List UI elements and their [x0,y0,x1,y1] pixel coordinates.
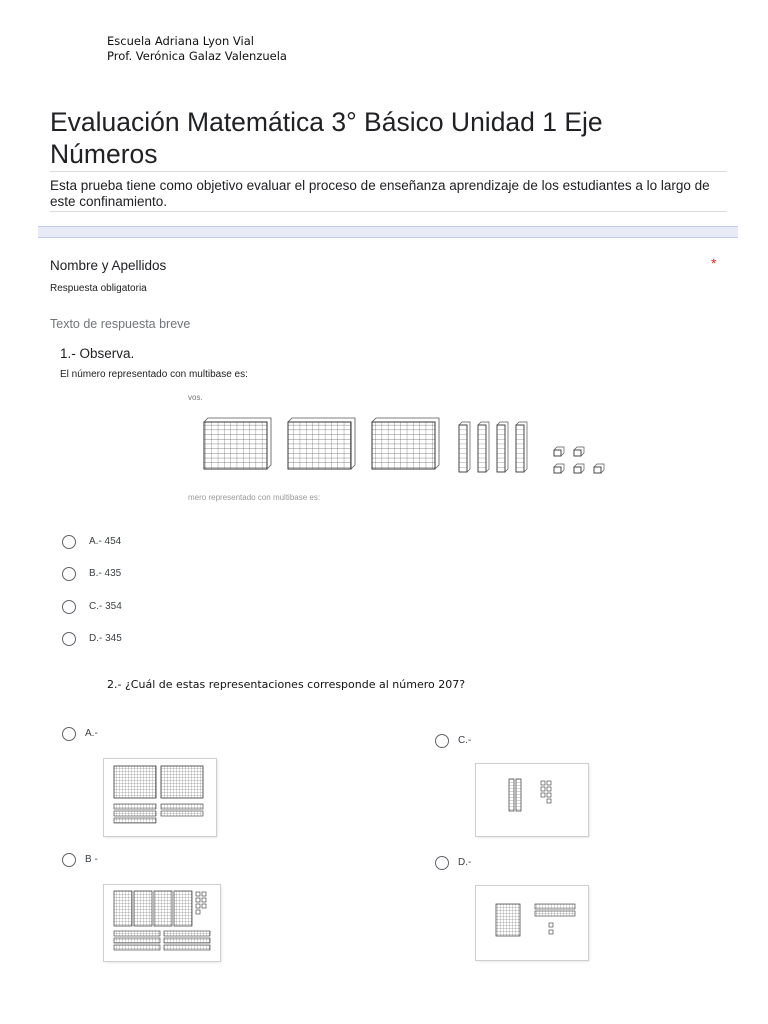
hundreds-block [204,418,271,469]
ones-cube [554,447,564,456]
option-a-label: A.- 454 [89,536,122,547]
q2-option-d-label: D.- [458,857,472,868]
q2-option-c-label: C.- [458,735,472,746]
q2-option-a-radio[interactable] [62,727,76,741]
name-answer-input[interactable]: Texto de respuesta breve [50,317,191,331]
option-c-label: C.- 354 [89,601,122,612]
question1-title: 1.- Observa. [60,346,135,361]
hundreds-block [372,418,439,469]
question1-prompt: El número representado con multibase es: [60,369,248,380]
ones-cube [594,464,604,473]
option-d-radio[interactable] [62,632,76,646]
required-asterisk: * [711,255,717,271]
tens-rod [497,422,508,472]
tens-rod [478,422,489,472]
option-a-radio[interactable] [62,535,76,549]
svg-text:mero representado con multibas: mero representado con multibase es: [188,493,321,502]
teacher-name: Prof. Verónica Galaz Valenzuela [107,48,287,63]
school-name: Escuela Adriana Lyon Vial [107,34,254,48]
option-d-label: D.- 345 [89,633,122,644]
q2-option-d-image [476,886,588,960]
tens-rod [516,422,527,472]
tens-rod [459,422,470,472]
required-note: Respuesta obligatoria [50,283,147,294]
option-b-label: B.- 435 [89,568,122,579]
description-divider [50,211,727,212]
ones-cube [554,464,564,473]
q2-option-b-label: B - [85,854,98,865]
school-header [107,34,287,63]
option-b-radio[interactable] [62,567,76,581]
q2-option-d-radio[interactable] [435,856,449,870]
q2-option-c-image [476,764,588,836]
q2-option-a-image [104,759,216,836]
option-c-radio[interactable] [62,600,76,614]
ones-cube [574,447,584,456]
q2-option-b-image [104,885,220,961]
q2-option-a-label: A.- [85,728,98,739]
q2-option-b-radio[interactable] [62,853,76,867]
form-description: Esta prueba tiene como objetivo evaluar el proceso de enseñanza aprendizaje de los estudiantes a lo largo de este confinamiento. [50,178,710,209]
question2-title: 2.- ¿Cuál de estas representaciones corresponde al número 207? [107,678,466,691]
title-divider [50,171,727,172]
multibase-figure [180,392,620,504]
name-question-label: Nombre y Apellidos [50,258,167,273]
svg-text:vos.: vos. [188,393,203,402]
hundreds-block [288,418,355,469]
form-title: Evaluación Matemática 3° Básico Unidad 1 Eje Números [50,107,603,169]
q2-option-c-radio[interactable] [435,734,449,748]
section-band [38,226,738,238]
ones-cube [574,464,584,473]
